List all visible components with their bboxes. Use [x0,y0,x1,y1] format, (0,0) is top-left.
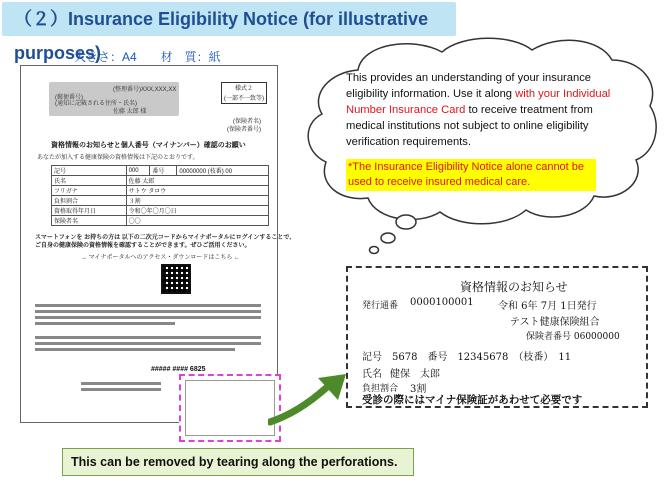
notice-line: ご自身の健康保険の資格情報を確認することができます。ぜひご活用ください。 [35,243,251,249]
eligibility-notice-card [346,266,648,408]
table-row [52,176,269,186]
card-name-label: 氏名 [362,369,382,380]
table-cell: フリガナ [52,186,127,196]
mini-notice-card [185,380,275,436]
arrow-shaft [270,388,326,422]
form-number-text: 様式２ (一部不一致等) [224,86,264,102]
card-insurer-number: 保険者番号 06000000 [526,332,620,342]
document-intro: あなたが加入する健康保険の資格情報は下記のとおりです。 [37,155,199,161]
address-line: 佐藤 太郎 様 [113,109,147,115]
table-row [52,196,269,206]
text-line [35,342,261,345]
notice-line: スマートフォンを お持ちの方は 以下の二次元コードからマイナポータルにログインすることで、 [35,235,296,241]
card-issue-date: 令和 6年 7月 1日発行 [498,301,597,312]
address-line: (整理番号)XXX,XXX,XX [113,87,177,93]
qr-code-icon [161,264,191,294]
document-heading: 資格情報のお知らせと個人番号（マイナンバー）確認のお願い [51,142,246,149]
text-line [35,322,175,325]
table-cell: ３割 [126,196,268,206]
card-issue-label: 発行通番 [362,301,399,311]
bubble-text [346,70,632,150]
table-cell: 000 [126,166,150,176]
bubble-text-highlight: with your Individual Number Insurance Card [346,88,611,116]
address-line: (通知に記載される住所・氏名) [55,101,137,107]
table-cell: 氏名 [52,176,127,186]
insurer-line: (保険者番号) [227,127,261,133]
size-info: 大きさ：A4 材 質：紙 [74,50,221,64]
card-footer: 受診の際にはマイナ保険証があわせて必要です [362,394,583,406]
table-row [52,186,269,196]
tear-off-caption: This can be removed by tearing along the perforations. [62,448,414,476]
table-cell: 記号 [52,166,127,176]
perforated-section[interactable] [179,374,281,442]
portal-link: → マイナポータルへのアクセス・ダウンロードはこちら ← [81,255,241,261]
notice-document [20,65,296,423]
bubble-warning: *The Insurance Eligibility Notice alone cannot be used to receive insured medical care. [346,159,596,191]
table-cell: 令和〇年〇月〇日 [126,206,268,216]
table-cell: 〇〇 [126,216,268,226]
table-row [52,166,269,176]
address-line: (郵便番号) [55,95,83,101]
card-symbol-number: 記号 5678 番号 12345678 （枝番） 11 [362,352,572,363]
text-line [35,310,261,313]
table-cell: 00000000 (枝番) 00 [177,166,269,176]
eligibility-table [51,165,269,226]
bubble-text-part: This provides an understanding of your insurance eligibility information. Use it along [346,72,592,100]
table-cell: 保険者名 [52,216,127,226]
card-ratio: 3割 [410,384,427,395]
table-cell: サトウ タロウ [126,186,268,196]
bubble-dot [381,233,395,243]
text-line [35,336,261,339]
text-line [35,316,261,319]
card-name: 健保 太郎 [390,369,440,380]
text-line [35,348,235,351]
address-box [49,82,179,116]
table-cell: 番号 [150,166,177,176]
bubble-dot [396,215,416,229]
table-cell: 負担割合 [52,196,127,206]
table-cell: 佐藤 太郎 [126,176,268,186]
insurer-line: (保険者名) [233,119,261,125]
card-insurer: テスト健康保険組合 [510,317,600,328]
table-row [52,216,269,226]
reference-number: ##### #### 6825 [151,366,206,373]
text-line [35,304,261,307]
card-issue-number: 0000100001 [410,297,474,308]
card-ratio-label: 負担割合 [362,384,399,394]
text-line [81,382,161,385]
bubble-dot [370,247,379,254]
arrow-icon [268,370,352,430]
bubble-text-part: to receive treatment from medical institutions not subject to online eligibility verification requirements. [346,104,593,148]
card-title: 資格情報のお知らせ [460,280,568,294]
form-number [221,82,267,104]
table-row [52,206,269,216]
text-line [81,388,161,391]
page-title: （２）Insurance Eligibility Notice (for illustrative purposes) [2,2,456,36]
table-cell: 資格取得年月日 [52,206,127,216]
